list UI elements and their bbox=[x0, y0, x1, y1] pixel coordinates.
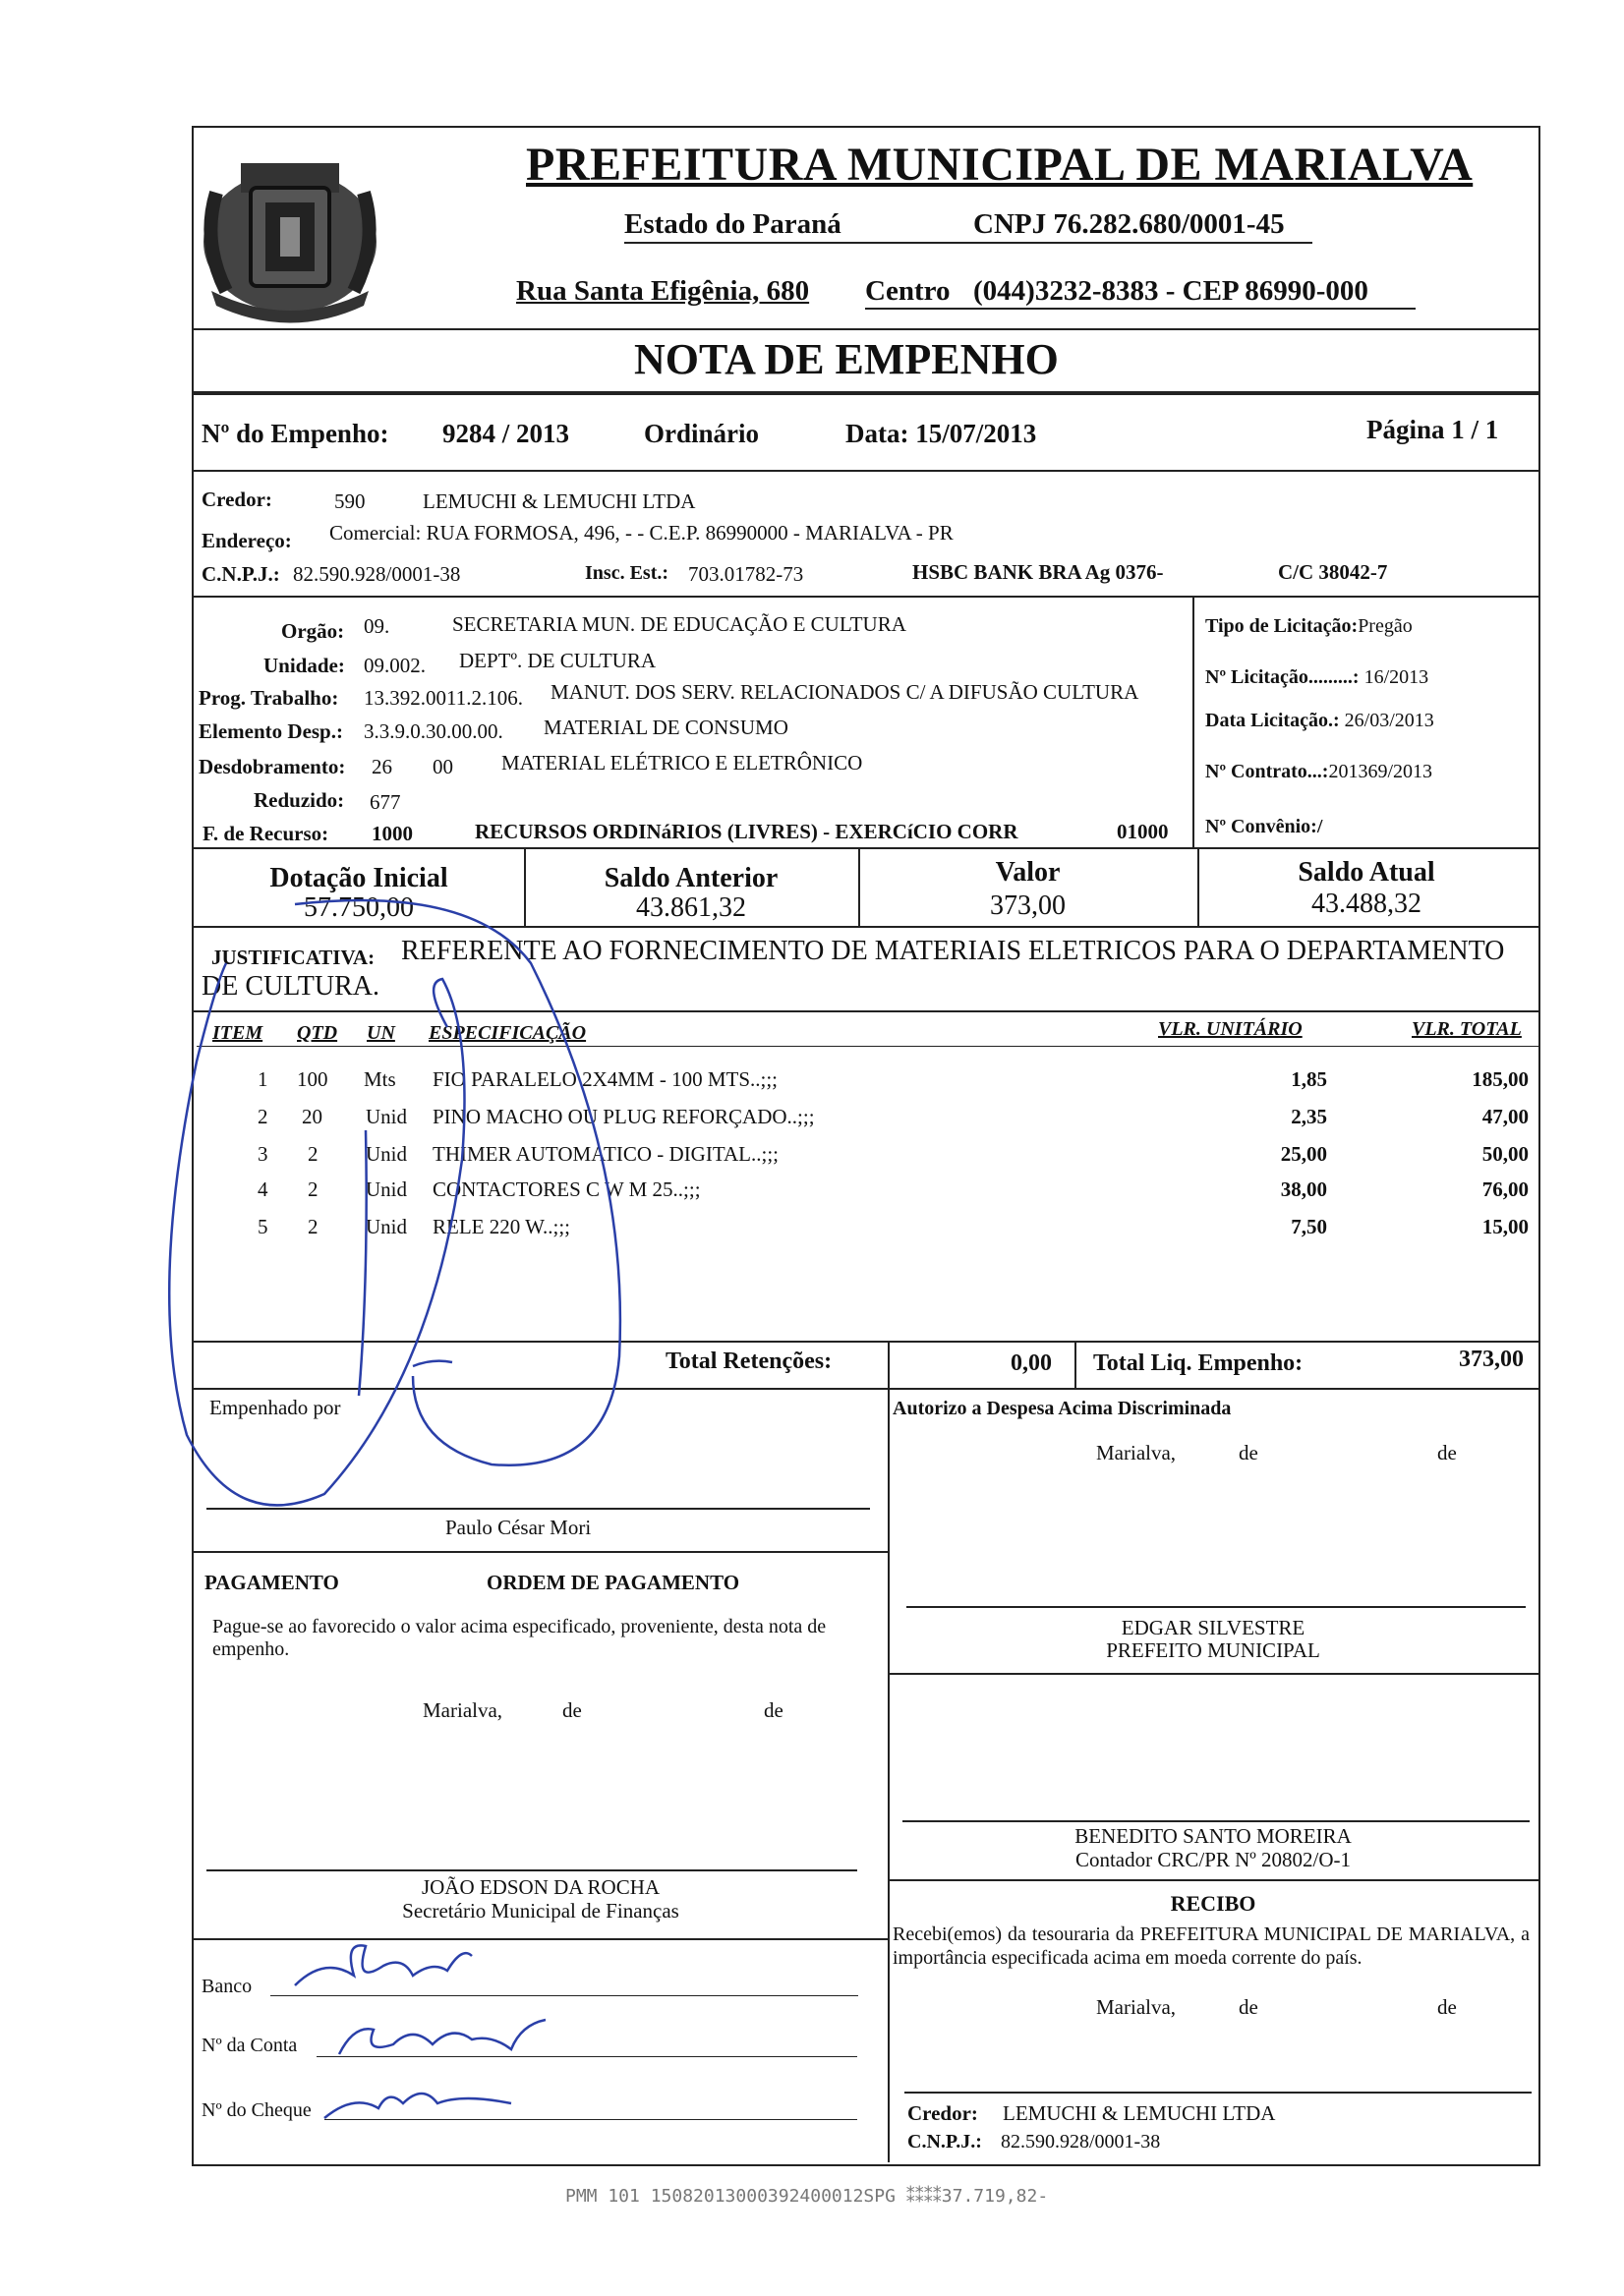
retencoes-value: 0,00 bbox=[1011, 1350, 1052, 1376]
bank-info: HSBC BANK BRA Ag 0376- bbox=[912, 560, 1164, 584]
row-un: Mts bbox=[364, 1067, 396, 1091]
contador-name: BENEDITO SANTO MOREIRA bbox=[1074, 1824, 1352, 1848]
pagamento-text: Pague-se ao favorecido o valor acima especificado, proveniente, desta nota de empenho. bbox=[212, 1616, 827, 1660]
empenho-date: Data: 15/07/2013 bbox=[845, 419, 1037, 448]
tipo-licitacao-label: Tipo de Licitação: bbox=[1205, 615, 1359, 637]
credor-code: 590 bbox=[334, 489, 366, 513]
justificativa-label: JUSTIFICATIVA: bbox=[211, 946, 376, 969]
liq-empenho-value: 373,00 bbox=[1459, 1347, 1524, 1372]
elemento-label: Elemento Desp.: bbox=[199, 719, 343, 743]
retencoes-label: Total Retenções: bbox=[666, 1349, 833, 1374]
row-item: 1 bbox=[258, 1067, 268, 1091]
reduzido-value: 677 bbox=[370, 790, 401, 814]
row-qtd: 2 bbox=[308, 1177, 319, 1201]
recurso-code-2: 01000 bbox=[1117, 820, 1169, 843]
row-un: Unid bbox=[366, 1215, 407, 1238]
unidade-name: DEPTº. DE CULTURA bbox=[459, 649, 656, 672]
pagamento-place: Marialva, bbox=[423, 1698, 503, 1722]
ordem-pagamento-label: ORDEM DE PAGAMENTO bbox=[487, 1571, 740, 1594]
desdob-label: Desdobramento: bbox=[199, 755, 346, 778]
row-item: 5 bbox=[258, 1215, 268, 1238]
licitacao-data-value: 26/03/2013 bbox=[1344, 710, 1434, 731]
empenho-label: Nº do Empenho: bbox=[202, 419, 389, 448]
saldo-atual-value: 43.488,32 bbox=[1311, 889, 1421, 919]
col-unit-price: VLR. UNITÁRIO bbox=[1158, 1018, 1303, 1040]
reduzido-label: Reduzido: bbox=[254, 788, 345, 812]
row-unit-price: 1,85 bbox=[1291, 1067, 1327, 1091]
saldo-anterior-value: 43.861,32 bbox=[636, 892, 746, 923]
row-total: 50,00 bbox=[1481, 1142, 1529, 1166]
col-total: VLR. TOTAL bbox=[1412, 1018, 1522, 1040]
row-unit-price: 38,00 bbox=[1280, 1177, 1327, 1201]
col-item: ITEM bbox=[212, 1022, 263, 1044]
table-row bbox=[0, 1142, 1624, 1172]
credor-label: Credor: bbox=[202, 488, 272, 511]
empenho-number: 9284 / 2013 bbox=[442, 419, 570, 448]
prog-name: MANUT. DOS SERV. RELACIONADOS C/ A DIFUSÃO CULTURA bbox=[551, 680, 1139, 704]
bank-cc: C/C 38042-7 bbox=[1278, 560, 1388, 584]
licitacao-data-label: Data Licitação.: bbox=[1205, 710, 1345, 731]
unidade-code: 09.002. bbox=[364, 654, 426, 677]
row-qtd: 2 bbox=[308, 1142, 319, 1166]
row-qtd: 2 bbox=[308, 1215, 319, 1238]
row-qtd: 100 bbox=[297, 1067, 328, 1091]
address-label: Endereço: bbox=[202, 529, 292, 552]
dotacao-value: 57.750,00 bbox=[304, 892, 414, 923]
prog-label: Prog. Trabalho: bbox=[199, 686, 339, 710]
row-qtd: 20 bbox=[302, 1105, 322, 1128]
desdob-code: 26 bbox=[372, 755, 392, 778]
row-spec: CONTACTORES C W M 25..;;; bbox=[433, 1177, 701, 1201]
header-phone-cep: (044)3232-8383 - CEP 86990-000 bbox=[973, 275, 1368, 307]
row-spec: FIO PARALELO 2X4MM - 100 MTS..;;; bbox=[433, 1067, 779, 1091]
tipo-licitacao-value: Pregão bbox=[1358, 615, 1413, 637]
contrato-value: 201369/2013 bbox=[1328, 761, 1433, 782]
cheque-label: Nº do Cheque bbox=[202, 2099, 312, 2121]
row-unit-price: 7,50 bbox=[1291, 1215, 1327, 1238]
col-qtd: QTD bbox=[297, 1022, 338, 1044]
insc-value: 703.01782-73 bbox=[688, 562, 804, 586]
orgao-code: 09. bbox=[364, 614, 390, 638]
table-row bbox=[0, 1105, 1624, 1134]
row-total: 47,00 bbox=[1481, 1105, 1529, 1128]
recibo-credor-name: LEMUCHI & LEMUCHI LTDA bbox=[1003, 2101, 1276, 2125]
credor-name: LEMUCHI & LEMUCHI LTDA bbox=[423, 489, 696, 513]
banco-label: Banco bbox=[202, 1976, 253, 1997]
recurso-name: RECURSOS ORDINáRIOS (LIVRES) - EXERCíCIO CORR bbox=[475, 820, 1018, 843]
row-item: 3 bbox=[258, 1142, 268, 1166]
secretario-name: JOÃO EDSON DA ROCHA bbox=[421, 1875, 661, 1899]
autorizo-place: Marialva, bbox=[1096, 1441, 1177, 1464]
liq-empenho-label: Total Liq. Empenho: bbox=[1093, 1350, 1304, 1376]
pagamento-de-1: de bbox=[562, 1698, 582, 1722]
valor-value: 373,00 bbox=[990, 890, 1066, 921]
row-spec: PINO MACHO OU PLUG REFORÇADO..;;; bbox=[433, 1105, 815, 1128]
header-address: Rua Santa Efigênia, 680 bbox=[516, 275, 810, 307]
recibo-place: Marialva, bbox=[1096, 1995, 1177, 2019]
credor-cnpj: 82.590.928/0001-38 bbox=[293, 562, 461, 586]
elemento-name: MATERIAL DE CONSUMO bbox=[544, 716, 788, 739]
saldo-anterior-label: Saldo Anterior bbox=[604, 863, 779, 893]
header-district: Centro bbox=[865, 275, 951, 307]
row-unit-price: 25,00 bbox=[1280, 1142, 1327, 1166]
saldo-atual-label: Saldo Atual bbox=[1298, 857, 1435, 888]
desdob-code-2: 00 bbox=[433, 755, 453, 778]
cnpj-label: C.N.P.J.: bbox=[202, 562, 280, 586]
justificativa-line-2: DE CULTURA. bbox=[202, 971, 379, 1002]
document-title: NOTA DE EMPENHO bbox=[634, 335, 1059, 383]
row-spec: THIMER AUTOMATICO - DIGITAL..;;; bbox=[433, 1142, 779, 1166]
empenhado-name: Paulo César Mori bbox=[445, 1516, 592, 1539]
justificativa-line-1: REFERENTE AO FORNECIMENTO DE MATERIAIS ELETRICOS PARA O DEPARTAMENTO bbox=[401, 936, 1505, 966]
page-number: Página 1 / 1 bbox=[1366, 415, 1499, 444]
licitacao-num-value: 16/2013 bbox=[1363, 666, 1429, 688]
state-name: Estado do Paraná bbox=[624, 208, 841, 240]
col-un: UN bbox=[367, 1022, 395, 1044]
footer-code: PMM 101 15082013000392400012SPG ⁑⁑⁑⁑37.719,82- bbox=[565, 2186, 1049, 2207]
row-total: 76,00 bbox=[1481, 1177, 1529, 1201]
autorizo-label: Autorizo a Despesa Acima Discriminada bbox=[893, 1398, 1232, 1419]
contrato-label: Nº Contrato...: bbox=[1205, 761, 1329, 782]
header-cnpj: CNPJ 76.282.680/0001-45 bbox=[973, 208, 1285, 240]
recibo-label: RECIBO bbox=[1170, 1891, 1256, 1916]
contador-title: Contador CRC/PR Nº 20802/O-1 bbox=[1074, 1848, 1352, 1871]
licitacao-num-label: Nº Licitação.........: bbox=[1205, 666, 1364, 688]
recibo-de-1: de bbox=[1239, 1995, 1258, 2019]
recibo-credor-label: Credor: bbox=[907, 2101, 978, 2125]
prog-code: 13.392.0011.2.106. bbox=[364, 686, 523, 710]
table-row bbox=[0, 1215, 1624, 1244]
recurso-label: F. de Recurso: bbox=[203, 822, 329, 845]
recibo-cnpj: 82.590.928/0001-38 bbox=[1001, 2131, 1161, 2152]
row-un: Unid bbox=[366, 1177, 407, 1201]
table-row bbox=[0, 1067, 1624, 1097]
prefeito-name: EDGAR SILVESTRE bbox=[1121, 1616, 1305, 1639]
coat-of-arms bbox=[197, 134, 383, 330]
table-row bbox=[0, 1177, 1624, 1207]
row-unit-price: 2,35 bbox=[1291, 1105, 1327, 1128]
credor-address: Comercial: RUA FORMOSA, 496, - - C.E.P. 86990000 - MARIALVA - PR bbox=[329, 521, 954, 545]
recibo-de-2: de bbox=[1437, 1995, 1457, 2019]
municipality-title: PREFEITURA MUNICIPAL DE MARIALVA bbox=[526, 139, 1474, 191]
col-spec: ESPECIFICAÇÃO bbox=[429, 1022, 587, 1044]
secretario-title: Secretário Municipal de Finanças bbox=[402, 1899, 679, 1923]
row-spec: RELE 220 W..;;; bbox=[433, 1215, 571, 1238]
row-total: 185,00 bbox=[1472, 1067, 1529, 1091]
orgao-name: SECRETARIA MUN. DE EDUCAÇÃO E CULTURA bbox=[452, 612, 906, 636]
recibo-text: Recebi(emos) da tesouraria da PREFEITURA MUNICIPAL DE MARIALVA, a importância especificada acima em moeda corrente do país. bbox=[893, 1923, 1530, 1969]
orgao-label: Orgão: bbox=[281, 619, 345, 643]
dotacao-label: Dotação Inicial bbox=[269, 863, 448, 893]
valor-label: Valor bbox=[995, 857, 1061, 888]
row-un: Unid bbox=[366, 1142, 407, 1166]
insc-label: Insc. Est.: bbox=[585, 562, 669, 584]
prefeito-title: PREFEITO MUNICIPAL bbox=[1106, 1638, 1320, 1662]
pagamento-de-2: de bbox=[764, 1698, 783, 1722]
row-un: Unid bbox=[366, 1105, 407, 1128]
empenho-type: Ordinário bbox=[644, 419, 760, 448]
row-item: 4 bbox=[258, 1177, 268, 1201]
empenhado-label: Empenhado por bbox=[209, 1396, 341, 1419]
conta-label: Nº da Conta bbox=[202, 2035, 298, 2056]
unidade-label: Unidade: bbox=[263, 654, 345, 677]
row-item: 2 bbox=[258, 1105, 268, 1128]
convenio-label: Nº Convênio:/ bbox=[1205, 816, 1323, 837]
desdob-name: MATERIAL ELÉTRICO E ELETRÔNICO bbox=[501, 751, 863, 775]
autorizo-de-1: de bbox=[1239, 1441, 1258, 1464]
pagamento-label: PAGAMENTO bbox=[204, 1571, 339, 1594]
recibo-cnpj-label: C.N.P.J.: bbox=[907, 2131, 982, 2152]
elemento-code: 3.3.9.0.30.00.00. bbox=[364, 719, 503, 743]
recurso-code: 1000 bbox=[372, 822, 413, 845]
autorizo-de-2: de bbox=[1437, 1441, 1457, 1464]
row-total: 15,00 bbox=[1481, 1215, 1529, 1238]
